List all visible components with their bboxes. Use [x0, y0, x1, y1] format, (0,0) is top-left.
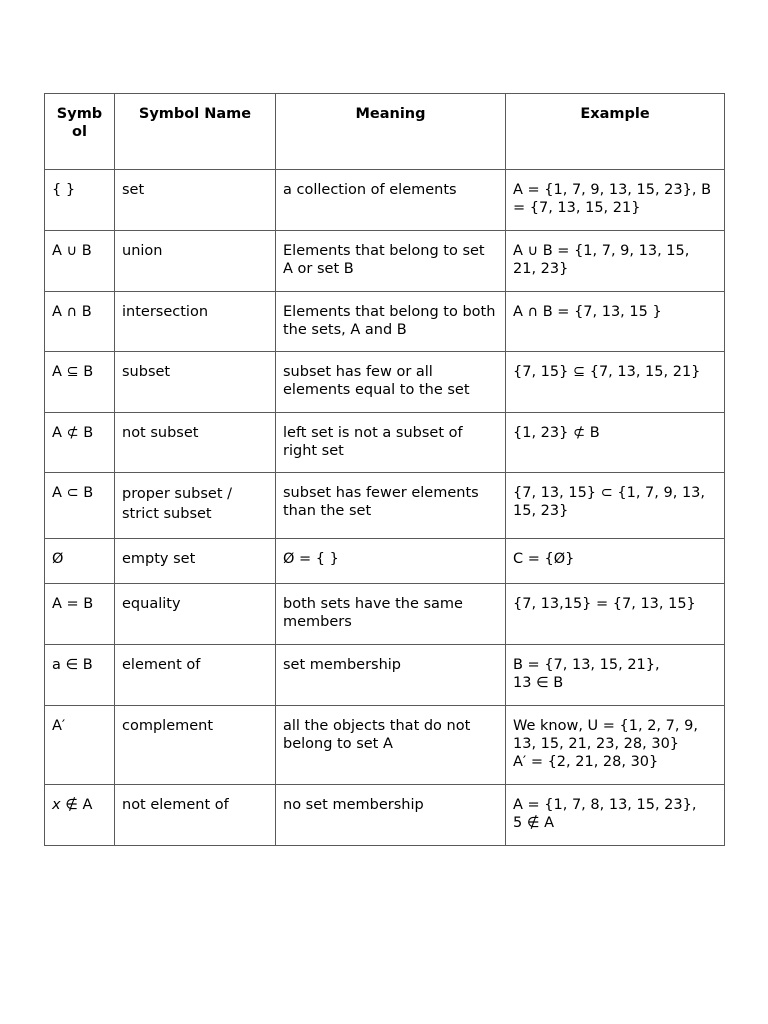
- cell-name: not subset: [115, 413, 276, 473]
- cell-example: {7, 15} ⊆ {7, 13, 15, 21}: [506, 352, 725, 413]
- cell-symbol: A ⊆ B: [45, 352, 115, 413]
- cell-example: [506, 785, 725, 846]
- cell-symbol: A ⊄ B: [45, 413, 115, 473]
- example-line: A′ = {2, 21, 28, 30}: [513, 754, 659, 770]
- table-row: [45, 170, 725, 231]
- cell-meaning: subset has few or all elements equal to the set: [276, 352, 506, 413]
- cell-symbol: a ∈ B: [45, 645, 115, 706]
- cell-symbol: A ∩ B: [45, 292, 115, 352]
- header-symbol: Symb ol: [45, 94, 115, 170]
- example-line: B = {7, 13, 15, 21},: [513, 657, 660, 673]
- cell-meaning: left set is not a subset of right set: [276, 413, 506, 473]
- table-row: [45, 645, 725, 706]
- table-row: [45, 473, 725, 539]
- cell-symbol: Ø: [45, 539, 115, 584]
- table-row: [45, 352, 725, 413]
- cell-name: union: [115, 231, 276, 292]
- cell-symbol: A ⊂ B: [45, 473, 115, 539]
- cell-symbol: [45, 785, 115, 846]
- symbol-rest: ∉ A: [60, 797, 93, 813]
- cell-example: {7, 13,15} = {7, 13, 15}: [506, 584, 725, 645]
- table-row: [45, 231, 725, 292]
- cell-name: set: [115, 170, 276, 231]
- cell-name: proper subset / strict subset: [115, 473, 276, 539]
- cell-meaning: Elements that belong to both the sets, A and B: [276, 292, 506, 352]
- cell-name: empty set: [115, 539, 276, 584]
- cell-name: intersection: [115, 292, 276, 352]
- cell-symbol: A = B: [45, 584, 115, 645]
- cell-meaning: Ø = { }: [276, 539, 506, 584]
- cell-meaning: set membership: [276, 645, 506, 706]
- cell-meaning: a collection of elements: [276, 170, 506, 231]
- cell-symbol: A′: [45, 706, 115, 785]
- example-line: We know, U = {1, 2, 7, 9, 13, 15, 21, 23, 28, 30}: [513, 718, 698, 752]
- header-meaning: Meaning: [276, 94, 506, 170]
- example-line: A = {1, 7, 8, 13, 15, 23},: [513, 797, 697, 813]
- cell-name: subset: [115, 352, 276, 413]
- cell-example: {7, 13, 15} ⊂ {1, 7, 9, 13, 15, 23}: [506, 473, 725, 539]
- cell-symbol: { }: [45, 170, 115, 231]
- table-header-row: [45, 94, 725, 170]
- cell-example: [506, 706, 725, 785]
- cell-meaning: all the objects that do not belong to set A: [276, 706, 506, 785]
- cell-symbol: A ∪ B: [45, 231, 115, 292]
- cell-example: C = {Ø}: [506, 539, 725, 584]
- cell-meaning: subset has fewer elements than the set: [276, 473, 506, 539]
- header-example: Example: [506, 94, 725, 170]
- cell-example: A ∩ B = {7, 13, 15 }: [506, 292, 725, 352]
- cell-name: element of: [115, 645, 276, 706]
- cell-example: A = {1, 7, 9, 13, 15, 23}, B = {7, 13, 15, 21}: [506, 170, 725, 231]
- symbol-variable: x: [52, 797, 61, 813]
- cell-name: complement: [115, 706, 276, 785]
- cell-meaning: both sets have the same members: [276, 584, 506, 645]
- example-line: 13 ∈ B: [513, 675, 564, 691]
- set-symbols-table: [44, 93, 725, 846]
- cell-meaning: Elements that belong to set A or set B: [276, 231, 506, 292]
- example-line: 5 ∉ A: [513, 815, 554, 831]
- table-row: [45, 785, 725, 846]
- cell-meaning: no set membership: [276, 785, 506, 846]
- table-row: [45, 539, 725, 584]
- cell-example: [506, 645, 725, 706]
- cell-name: not element of: [115, 785, 276, 846]
- cell-example: A ∪ B = {1, 7, 9, 13, 15, 21, 23}: [506, 231, 725, 292]
- table-row: [45, 584, 725, 645]
- cell-example: {1, 23} ⊄ B: [506, 413, 725, 473]
- cell-name: equality: [115, 584, 276, 645]
- header-symbol-name: Symbol Name: [115, 94, 276, 170]
- table-row: [45, 413, 725, 473]
- table-row: [45, 706, 725, 785]
- table-row: [45, 292, 725, 352]
